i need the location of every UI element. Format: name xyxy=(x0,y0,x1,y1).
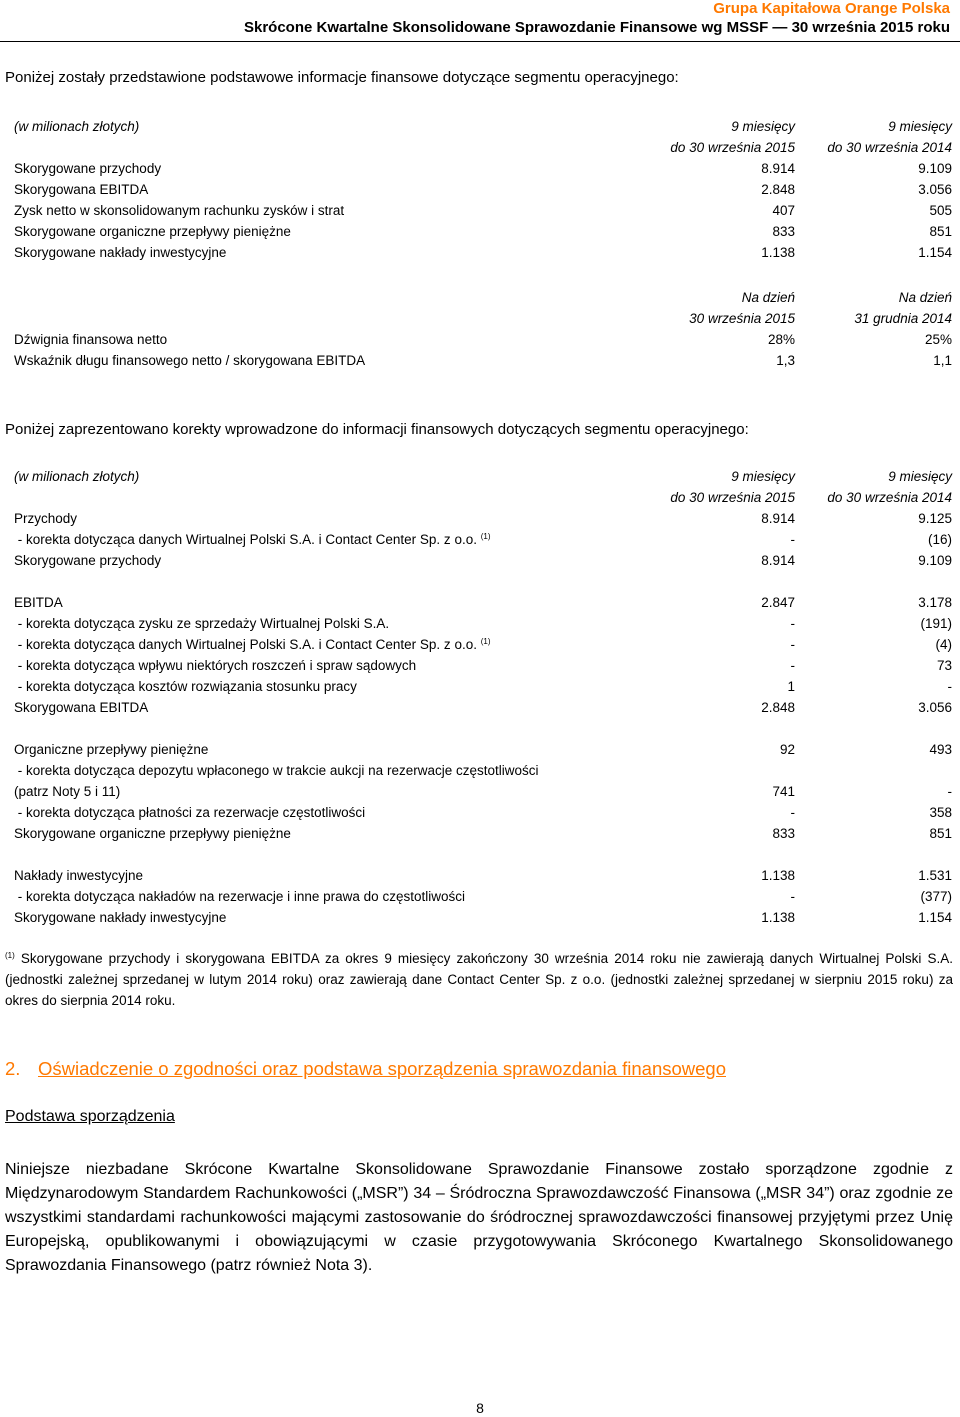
page-number: 8 xyxy=(476,1400,484,1416)
table-row xyxy=(14,350,952,371)
table-header-row xyxy=(14,487,952,508)
value-col1: 2.848 xyxy=(761,700,795,715)
row-label xyxy=(14,595,63,610)
row-label-text: Przychody xyxy=(14,511,78,526)
value-col2: 25% xyxy=(924,332,952,347)
value-col1: 1.138 xyxy=(761,245,795,260)
row-label-text: Skorygowane przychody xyxy=(14,161,162,176)
table-row xyxy=(14,781,952,802)
table-header-row xyxy=(14,287,952,308)
row-label-text: EBITDA xyxy=(14,595,63,610)
value-col2: - xyxy=(947,679,952,694)
table-row xyxy=(14,200,952,221)
row-label-text: - korekta dotycząca depozytu wpłaconego w trakcie aukcji na rezerwacje częstotliwości xyxy=(14,763,539,778)
col1-header-line2: do 30 września 2015 xyxy=(670,490,795,505)
row-label-text: - korekta dotycząca płatności za rezerwacje częstotliwości xyxy=(14,805,366,820)
value-col2: 3.056 xyxy=(918,700,952,715)
row-label xyxy=(14,826,291,841)
cash-flow-group xyxy=(14,739,952,844)
value-col1: 92 xyxy=(779,742,795,757)
value-col1: - xyxy=(790,532,795,547)
intro-basic-info: Poniżej zostały przedstawione podstawowe informacje finansowe dotyczące segmentu operacyjnego: xyxy=(5,69,679,86)
footnote-text: Skorygowane przychody i skorygowana EBITDA za okres 9 miesięcy zakończony 30 września 2014 roku nie zawierają danych Wirtualnej Polski S.A. (jednostki zależnej sprzedanej w lutym 2014 roku) oraz zawierają dane Contact Center Sp. z o.o. (jednostki zależnej sprzedanej w sierpniu 2015 roku) za okres do sierpnia 2014 roku. xyxy=(5,951,953,1008)
ebitda-group xyxy=(14,592,952,718)
value-col1: - xyxy=(790,616,795,631)
row-label-text: Skorygowana EBITDA xyxy=(14,182,149,197)
table-row xyxy=(14,158,952,179)
value-col2: 505 xyxy=(929,203,952,218)
row-label xyxy=(14,742,208,757)
row-label xyxy=(14,637,491,652)
table-row xyxy=(14,329,952,350)
value-col2: (4) xyxy=(935,637,952,652)
table-row xyxy=(14,865,952,886)
header-divider xyxy=(0,41,960,42)
row-label xyxy=(14,224,291,239)
table-header-row xyxy=(14,137,952,158)
section-title: Oświadczenie o zgodności oraz podstawa sporządzenia sprawozdania finansowego xyxy=(38,1058,726,1079)
row-label-text: Dźwignia finansowa netto xyxy=(14,332,168,347)
value-col2: 493 xyxy=(929,742,952,757)
value-col2: 9.109 xyxy=(918,161,952,176)
row-label-text: Wskaźnik długu finansowego netto / skorygowana EBITDA xyxy=(14,353,366,368)
table-body xyxy=(14,158,952,263)
value-col1: 8.914 xyxy=(761,161,795,176)
row-label xyxy=(14,332,167,347)
table-header-row xyxy=(14,466,952,487)
adjustments-table xyxy=(14,466,952,928)
value-col2: (16) xyxy=(927,532,952,547)
row-label xyxy=(14,203,344,218)
row-label xyxy=(14,353,365,368)
value-col2: 1.531 xyxy=(918,868,952,883)
row-label xyxy=(14,700,148,715)
value-col2: 851 xyxy=(929,826,952,841)
col1-header-line1: Na dzień xyxy=(741,290,795,305)
row-label-text: Skorygowana EBITDA xyxy=(14,700,149,715)
row-label xyxy=(14,868,143,883)
value-col1: - xyxy=(790,658,795,673)
row-label-text: - korekta dotycząca kosztów rozwiązania stosunku pracy xyxy=(14,679,357,694)
intro-adjustments: Poniżej zaprezentowano korekty wprowadzone do informacji finansowych dotyczących segmentu operacyjnego: xyxy=(5,421,749,438)
col1-header-line2: 30 września 2015 xyxy=(689,311,795,326)
footnote xyxy=(5,945,953,1011)
table-row xyxy=(14,760,952,781)
section-number: 2. xyxy=(5,1058,21,1079)
unit-label: (w milionach złotych) xyxy=(14,119,140,134)
row-label-text: - korekta dotycząca danych Wirtualnej Polski S.A. i Contact Center Sp. z o.o. xyxy=(14,532,477,547)
col2-header-line2: do 30 września 2014 xyxy=(827,490,952,505)
revenue-group xyxy=(14,508,952,571)
unit-label: (w milionach złotych) xyxy=(14,469,140,484)
value-col1: - xyxy=(790,889,795,904)
row-label-text: - korekta dotycząca zysku ze sprzedaży Wirtualnej Polski S.A. xyxy=(14,616,390,631)
row-label xyxy=(14,182,148,197)
table-row xyxy=(14,907,952,928)
section-heading xyxy=(5,1058,726,1080)
row-label xyxy=(14,161,161,176)
value-col1: 8.914 xyxy=(761,553,795,568)
table-row xyxy=(14,697,952,718)
table-row xyxy=(14,592,952,613)
report-title: Skrócone Kwartalne Skonsolidowane Sprawozdanie Finansowe wg MSSF — 30 września 2015 roku xyxy=(243,19,950,36)
row-label xyxy=(14,511,77,526)
value-col2: 358 xyxy=(929,805,952,820)
value-col1: 1.138 xyxy=(761,868,795,883)
footnote-ref: (1) xyxy=(480,532,491,541)
table-body xyxy=(14,329,952,371)
value-col1: 8.914 xyxy=(761,511,795,526)
value-col2: 3.178 xyxy=(918,595,952,610)
col1-header-line1: 9 miesięcy xyxy=(731,119,795,134)
value-col2: (191) xyxy=(920,616,952,631)
basis-paragraph: Niniejsze niezbadane Skrócone Kwartalne Skonsolidowane Sprawozdanie Finansowe zostało sporządzone zgodnie z Międzynarodowym Standardem Rachunkowości („MSR”) 34 – Śródroczna Sprawozdawczość Finansowa („MSR 34”) oraz zgodnie ze wszystkimi standardami rachunkowości mającymi zastosowanie do śródrocznej sprawozdawczości finansowej przyjętymi przez Unię Europejską, opublikowanymi i obowiązującymi w czasie przygotowywania Skróconego Kwartalnego Skonsolidowanego Sprawozdania Finansowego (patrz również Nota 3). xyxy=(5,1161,953,1274)
value-col2: 851 xyxy=(929,224,952,239)
value-col2: - xyxy=(947,784,952,799)
table-row xyxy=(14,242,952,263)
row-label-text: Skorygowane organiczne przepływy pieniężne xyxy=(14,224,291,239)
value-col1: 833 xyxy=(772,826,795,841)
table-row xyxy=(14,221,952,242)
col2-header-line1: 9 miesięcy xyxy=(888,469,952,484)
segment-summary-table xyxy=(14,116,952,263)
table-row xyxy=(14,508,952,529)
value-col1: 2.847 xyxy=(761,595,795,610)
footnote-mark: (1) xyxy=(5,951,15,960)
row-label xyxy=(14,616,389,631)
row-label-text: Skorygowane nakłady inwestycyjne xyxy=(14,245,227,260)
value-col2: 1.154 xyxy=(918,245,952,260)
row-label-text: Skorygowane organiczne przepływy pieniężne xyxy=(14,826,291,841)
row-label-text: - korekta dotycząca danych Wirtualnej Polski S.A. i Contact Center Sp. z o.o. xyxy=(14,637,477,652)
company-name: Grupa Kapitałowa Orange Polska xyxy=(713,0,950,17)
table-row xyxy=(14,823,952,844)
row-label-text: Nakłady inwestycyjne xyxy=(14,868,144,883)
value-col1: 1 xyxy=(787,679,795,694)
row-label xyxy=(14,784,120,799)
value-col1: 833 xyxy=(772,224,795,239)
col1-header-line1: 9 miesięcy xyxy=(731,469,795,484)
value-col2: 9.109 xyxy=(918,553,952,568)
value-col2: 1.154 xyxy=(918,910,952,925)
row-label-text: - korekta dotycząca nakładów na rezerwacje i inne prawa do częstotliwości xyxy=(14,889,465,904)
value-col2: 1,1 xyxy=(933,353,952,368)
table-row xyxy=(14,613,952,634)
row-label xyxy=(14,532,491,547)
capex-group xyxy=(14,865,952,928)
subsection-heading: Podstawa sporządzenia xyxy=(5,1108,175,1125)
value-col1: 1,3 xyxy=(776,353,795,368)
row-label-text: (patrz Noty 5 i 11) xyxy=(14,784,121,799)
col2-header-line1: Na dzień xyxy=(898,290,952,305)
value-col1: 28% xyxy=(767,332,795,347)
row-label xyxy=(14,889,465,904)
value-col2: 3.056 xyxy=(918,182,952,197)
row-label xyxy=(14,245,226,260)
value-col1: 407 xyxy=(772,203,795,218)
table-row xyxy=(14,655,952,676)
row-label-text: Skorygowane nakłady inwestycyjne xyxy=(14,910,227,925)
row-label-text: - korekta dotycząca wpływu niektórych roszczeń i spraw sądowych xyxy=(14,658,417,673)
table-row xyxy=(14,179,952,200)
row-label xyxy=(14,910,226,925)
row-label-text: Skorygowane przychody xyxy=(14,553,162,568)
col2-header-line2: 31 grudnia 2014 xyxy=(854,311,952,326)
value-col1: 741 xyxy=(772,784,795,799)
row-label xyxy=(14,679,357,694)
footnote-ref: (1) xyxy=(480,637,491,646)
row-label xyxy=(14,553,161,568)
col2-header-line1: 9 miesięcy xyxy=(888,119,952,134)
leverage-table xyxy=(14,287,952,371)
row-label xyxy=(14,658,416,673)
value-col2: 9.125 xyxy=(918,511,952,526)
table-row xyxy=(14,802,952,823)
table-header-row xyxy=(14,308,952,329)
row-label-text: Zysk netto w skonsolidowanym rachunku zysków i strat xyxy=(14,203,345,218)
table-row xyxy=(14,739,952,760)
table-row xyxy=(14,634,952,655)
row-label xyxy=(14,805,365,820)
table-header-row xyxy=(14,116,952,137)
row-label-text: Organiczne przepływy pieniężne xyxy=(14,742,209,757)
table-row xyxy=(14,550,952,571)
col2-header-line2: do 30 września 2014 xyxy=(827,140,952,155)
value-col1: 1.138 xyxy=(761,910,795,925)
value-col1: - xyxy=(790,805,795,820)
value-col1: - xyxy=(790,637,795,652)
value-col1: 2.848 xyxy=(761,182,795,197)
value-col2: 73 xyxy=(936,658,952,673)
col1-header-line2: do 30 września 2015 xyxy=(670,140,795,155)
table-row xyxy=(14,676,952,697)
row-label xyxy=(14,763,539,778)
table-row xyxy=(14,886,952,907)
value-col2: (377) xyxy=(920,889,952,904)
table-row xyxy=(14,529,952,550)
